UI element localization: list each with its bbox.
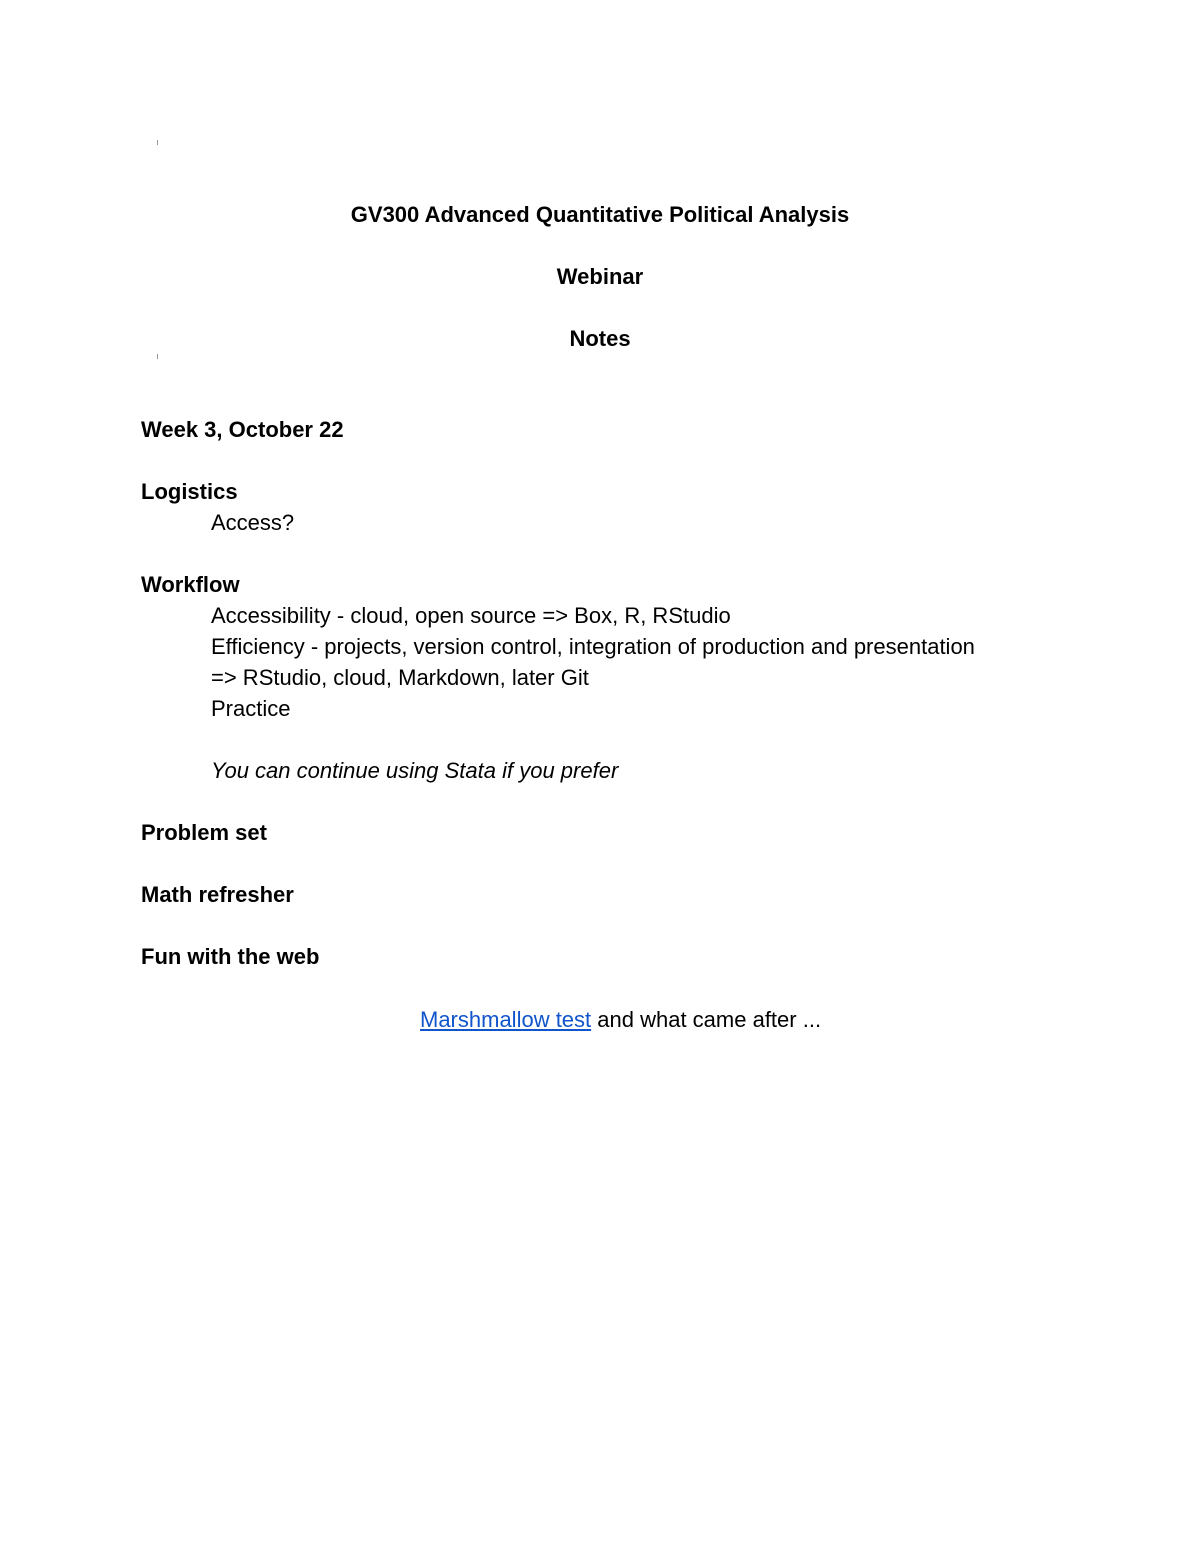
- date-heading: Week 3, October 22: [141, 417, 344, 442]
- workflow-item: Efficiency - projects, version control, integration of production and presentation: [211, 634, 975, 659]
- fun-with-web-line: [420, 1007, 821, 1033]
- margin-marker: [157, 354, 158, 359]
- document-subtitle: Webinar: [556, 264, 644, 289]
- workflow-heading: Workflow: [141, 572, 240, 597]
- document-subtitle-notes: Notes: [569, 326, 631, 351]
- fun-with-web-heading: Fun with the web: [141, 944, 320, 969]
- math-refresher-heading: Math refresher: [141, 882, 294, 907]
- workflow-item: => RStudio, cloud, Markdown, later Git: [211, 665, 589, 690]
- problem-set-heading: Problem set: [141, 820, 267, 845]
- workflow-item: Accessibility - cloud, open source => Box, R, RStudio: [211, 603, 731, 628]
- logistics-item: Access?: [211, 510, 295, 535]
- margin-marker: [157, 140, 158, 145]
- marshmallow-test-link[interactable]: Marshmallow test: [420, 1007, 592, 1032]
- link-suffix-text: and what came after ...: [591, 1007, 822, 1032]
- workflow-note: You can continue using Stata if you prefer: [211, 758, 619, 783]
- document-title: GV300 Advanced Quantitative Political Analysis: [350, 202, 850, 227]
- workflow-item: Practice: [211, 696, 291, 721]
- logistics-heading: Logistics: [141, 479, 238, 504]
